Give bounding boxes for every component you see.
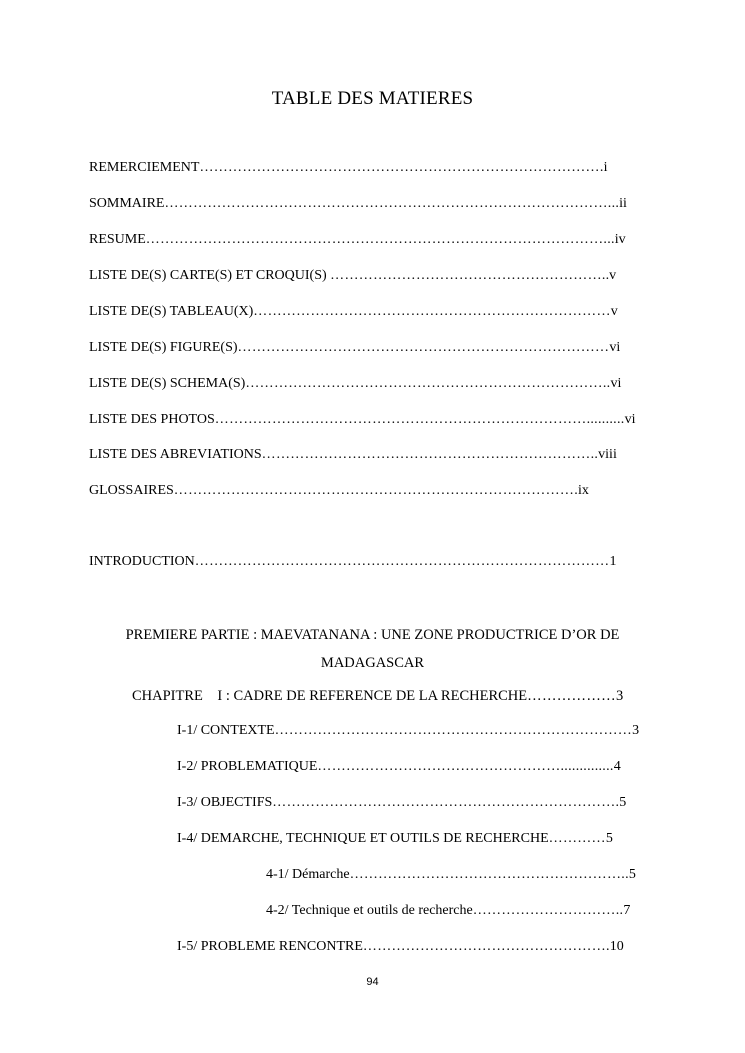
toc-label: SOMMAIRE (89, 196, 165, 211)
toc-entry-resume[interactable] (89, 231, 626, 249)
toc-entry-introduction[interactable] (89, 553, 616, 571)
toc-label: LISTE DE(S) CARTE(S) ET CROQUI(S) (89, 268, 331, 283)
toc-page: i (603, 160, 608, 175)
toc-leader: …………………………………………….............. (317, 759, 614, 774)
toc-page: 3 (632, 723, 640, 738)
toc-leader: ………………………………………………………………….. (245, 376, 611, 391)
toc-leader: …………………………………………………………………………. (173, 483, 578, 498)
toc-page: 4 (613, 759, 621, 774)
toc-leader: ………………………………………………………………… (274, 723, 633, 738)
toc-label: I-1/ CONTEXTE (177, 723, 275, 738)
toc-leader: ………… (548, 831, 606, 846)
toc-leader: ………………………….. (472, 903, 624, 918)
toc-leader: …………………………………………………………………………… (194, 554, 610, 569)
toc-page: ix (578, 483, 589, 498)
part-heading-line1: PREMIERE PARTIE : MAEVATANANA : UNE ZONE PRODUCTRICE D’OR DE (125, 627, 620, 643)
toc-entry-sommaire[interactable] (89, 195, 627, 213)
toc-label: LISTE DES ABREVIATIONS (89, 447, 262, 462)
toc-page: vi (610, 376, 622, 391)
toc-label: LISTE DE(S) SCHEMA(S) (89, 376, 246, 391)
toc-label: I-4/ DEMARCHE, TECHNIQUE ET OUTILS DE RECHERCHE (177, 831, 549, 846)
toc-page: ii (619, 196, 627, 211)
toc-page: 5 (619, 795, 627, 810)
toc-leader: …………………………………………………………………………………... (164, 196, 620, 211)
toc-entry-schemas[interactable] (89, 375, 621, 393)
toc-leader: …………………………………………………………….. (261, 447, 599, 462)
toc-label: LISTE DE(S) TABLEAU(X) (89, 304, 254, 319)
toc-entry-photos[interactable] (89, 411, 635, 429)
toc-label: 4-1/ Démarche (266, 867, 350, 882)
toc-leader: …………………………………………………. (330, 268, 606, 283)
toc-page: viii (598, 447, 617, 462)
toc-label: REMERCIEMENT (89, 160, 200, 175)
page-number: 94 (366, 976, 379, 988)
toc-entry-cartes-croquis[interactable] (89, 267, 616, 285)
toc-page: .v (605, 268, 617, 283)
toc-label: I-2/ PROBLEMATIQUE (177, 759, 318, 774)
toc-page: 5 (605, 831, 613, 846)
toc-leader: ……………… (527, 688, 616, 704)
toc-leader: ……………………………………………. (362, 939, 610, 954)
toc-entry-section-probleme[interactable] (177, 938, 624, 956)
toc-entry-abreviations[interactable] (89, 446, 617, 464)
toc-entry-figures[interactable] (89, 339, 620, 357)
part-one-heading (0, 619, 745, 679)
toc-entry-subsection-technique[interactable] (266, 902, 630, 920)
toc-page: 5 (628, 867, 636, 882)
toc-page: iv (614, 232, 626, 247)
toc-page: vi (624, 412, 636, 427)
toc-entry-section-problematique[interactable] (177, 758, 621, 776)
toc-leader: ………………………………………………………………… (253, 304, 611, 319)
toc-page: 3 (615, 688, 624, 704)
toc-leader: ………………………………………………….. (349, 867, 629, 882)
toc-entry-chapter-1[interactable] (132, 687, 623, 705)
toc-entry-remerciement[interactable] (89, 159, 608, 177)
toc-label: I-5/ PROBLEME RENCONTRE (177, 939, 363, 954)
toc-page: vi (609, 340, 621, 355)
toc-label: INTRODUCTION (89, 554, 195, 569)
toc-page: 1 (609, 554, 617, 569)
toc-leader: ………………………………………………………………. (272, 795, 620, 810)
toc-leader: ……………………………………………………………………………………... (145, 232, 615, 247)
part-heading-line2: MADAGASCAR (320, 655, 425, 671)
toc-label: RESUME (89, 232, 146, 247)
toc-label: 4-2/ Technique et outils de recherche (266, 903, 473, 918)
toc-entry-section-demarche[interactable] (177, 830, 613, 848)
toc-entry-glossaires[interactable] (89, 482, 589, 500)
toc-label: I-3/ OBJECTIFS (177, 795, 273, 810)
toc-label: GLOSSAIRES (89, 483, 174, 498)
toc-label: LISTE DE(S) FIGURE(S) (89, 340, 238, 355)
toc-page: 10 (609, 939, 624, 954)
toc-leader: …………………………………………………………………………. (199, 160, 604, 175)
toc-leader: …………………………………………………………………… (237, 340, 610, 355)
toc-entry-subsection-demarche[interactable] (266, 866, 636, 884)
toc-page: 7 (623, 903, 631, 918)
toc-label: CHAPITRE I : CADRE DE REFERENCE DE LA RECHERCHE (132, 688, 528, 704)
toc-page: v (610, 304, 618, 319)
toc-entry-tableaux[interactable] (89, 303, 618, 321)
page-title: TABLE DES MATIERES (271, 88, 474, 109)
toc-leader: …………………………………………………………………….......... (214, 412, 625, 427)
toc-entry-section-contexte[interactable] (177, 722, 639, 740)
toc-entry-section-objectifs[interactable] (177, 794, 626, 812)
toc-label: LISTE DES PHOTOS (89, 412, 215, 427)
